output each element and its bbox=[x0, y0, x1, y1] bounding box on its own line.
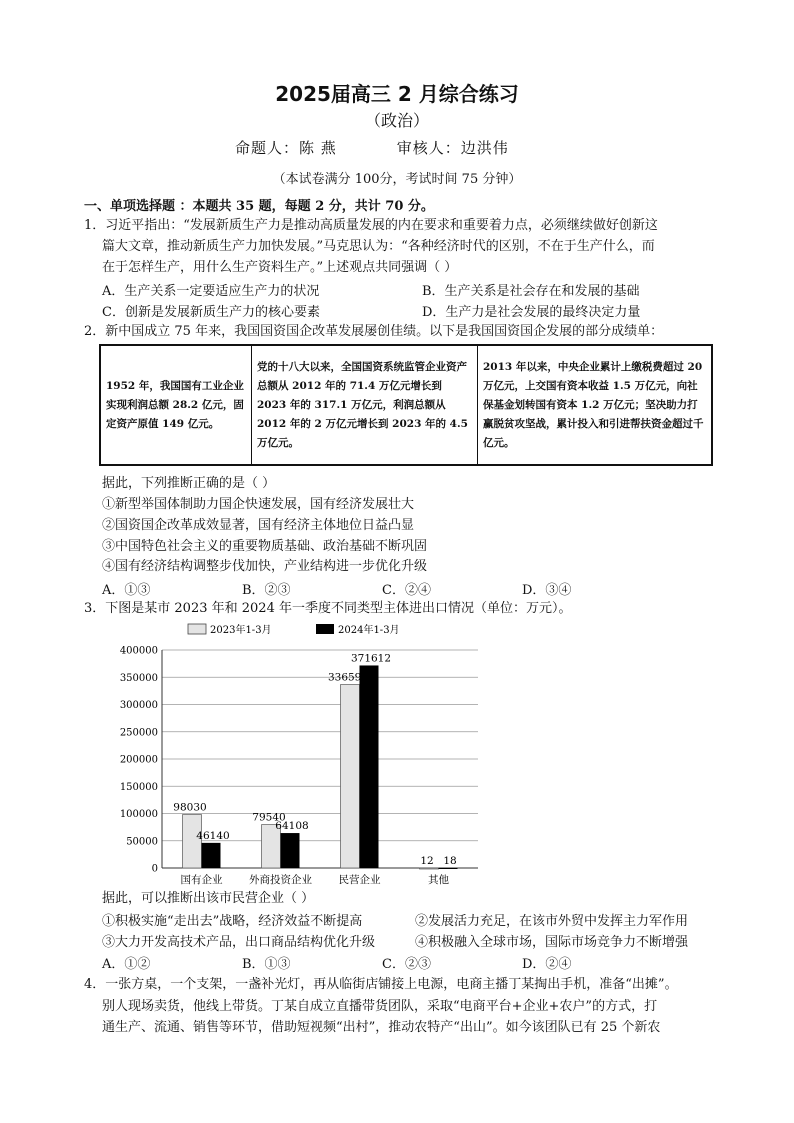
data-label: 336591 bbox=[327, 671, 369, 684]
data-label: 98030 bbox=[173, 801, 207, 814]
achievement-table bbox=[99, 344, 713, 466]
y-tick-label: 150000 bbox=[119, 781, 158, 793]
q1-line-2: 篇大文章，推动新质生产力加快发展。”马克思认为：“各种经济时代的区别，不在于生产什么，而 bbox=[102, 239, 655, 254]
data-label: 64108 bbox=[275, 820, 309, 833]
y-tick-label: 350000 bbox=[119, 672, 158, 684]
table-cell-1952: 1952 年，我国国有工业企业实现利润总额 28.2 亿元，固定资产原值 149 亿元。 bbox=[100, 345, 252, 465]
subject-label: （政治） bbox=[364, 111, 429, 130]
authors-line bbox=[235, 137, 509, 158]
bar-2024 bbox=[202, 843, 221, 868]
y-tick-label: 300000 bbox=[119, 700, 158, 711]
x-tick-label: 其他 bbox=[428, 874, 449, 886]
q1-option-a[interactable]: A．生产关系一定要适应生产力的状况 bbox=[102, 284, 320, 299]
table-cell-since-18th-congress: 党的十八大以来，全国国资系统监管企业资产总额从 2012 年的 71.4 万亿元增长到 2023 年的 317.1 万亿元，利润总额从 2012 年的 2 万亿元增长到 2023 年的 4.5 万亿元。 bbox=[252, 345, 478, 465]
q2-item-4: ④国有经济结构调整步伐加快，产业结构进一步优化升级 bbox=[102, 559, 428, 574]
x-tick-label: 外商投资企业 bbox=[249, 874, 312, 886]
q1-option-d[interactable]: D．生产力是社会发展的最终决定力量 bbox=[422, 305, 641, 320]
chart-y-ticks bbox=[120, 646, 158, 875]
q3-option-a[interactable]: A．①② bbox=[102, 957, 151, 972]
q2-item-1: ①新型举国体制助力国企快速发展，国有经济发展壮大 bbox=[102, 497, 415, 512]
q3-option-d[interactable]: D．②④ bbox=[522, 957, 572, 972]
chart-x-ticks bbox=[181, 873, 450, 886]
data-label: 12 bbox=[420, 854, 434, 867]
q1-option-b[interactable]: B．生产关系是社会存在和发展的基础 bbox=[422, 284, 640, 299]
y-tick-label: 50000 bbox=[126, 836, 158, 848]
q4-line-2: 别人现场卖货，他线上带货。丁某自成立直播带货团队，采取“电商平台+企业+农户”的方式，打 bbox=[102, 999, 658, 1014]
page-title: 2025届高三 2 月综合练习 bbox=[275, 82, 519, 106]
q3-item-2: ②发展活力充足，在该市外贸中发挥主力军作用 bbox=[415, 914, 689, 929]
y-tick-label: 250000 bbox=[119, 727, 158, 739]
q3-option-c[interactable]: C．②③ bbox=[382, 957, 431, 972]
q3-stem: 3．下图是某市 2023 年和 2024 年一季度不同类型主体进出口情况（单位：万元）。 bbox=[84, 601, 572, 616]
bar-2023 bbox=[341, 685, 360, 868]
q2-item-2: ②国资国企改革成效显著，国有经济主体地位日益凸显 bbox=[102, 518, 415, 533]
q2-option-c[interactable]: C．②④ bbox=[382, 583, 431, 598]
data-label: 79540 bbox=[252, 811, 286, 824]
y-tick-label: 200000 bbox=[119, 754, 158, 766]
x-tick-label: 民营企业 bbox=[338, 874, 381, 886]
section-heading: 一、单项选择题 ：本题共 35 题，每题 2 分，共计 70 分。 bbox=[84, 199, 434, 214]
trade-bar-chart bbox=[96, 618, 496, 890]
reviewer-label: 审核人：边洪伟 bbox=[396, 139, 509, 157]
legend-label-2023: 2023年1-3月 bbox=[210, 625, 272, 636]
exam-note: （本试卷满分 100分，考试时间 75 分钟） bbox=[272, 172, 522, 187]
q2-stem: 2．新中国成立 75 年来，我国国资国企改革发展屡创佳绩。以下是我国国资国企发展的部分成绩单： bbox=[84, 324, 664, 339]
chart-legend bbox=[188, 623, 400, 636]
q3-item-3: ③大力开发高技术产品，出口商品结构优化升级 bbox=[102, 935, 376, 950]
q2-item-3: ③中国特色社会主义的重要物质基础、政治基础不断巩固 bbox=[102, 539, 428, 554]
bar-2024 bbox=[360, 665, 379, 868]
q3-option-b[interactable]: B．①③ bbox=[242, 957, 291, 972]
q3-question: 据此，可以推断出该市民营企业（ ） bbox=[102, 891, 315, 906]
q1-line-3: 在于怎样生产，用什么生产资料生产。”上述观点共同强调（ ） bbox=[102, 260, 458, 275]
table-cell-since-2013: 2013 年以来，中央企业累计上缴税费超过 20 万亿元，上交国有资本收益 1.5 万亿元，向社保基金划转国有资本 1.2 万亿元；坚决助力打赢脱贫攻坚战，累计投入和引进帮扶资金超过千亿元。 bbox=[478, 345, 713, 465]
data-label: 18 bbox=[443, 854, 457, 867]
bar-2024 bbox=[439, 868, 458, 869]
q4-line-1: 4．一张方桌，一个支架，一盏补光灯，再从临街店铺接上电源，电商主播丁某掏出手机，准备“出摊”。 bbox=[84, 977, 678, 992]
q3-item-4: ④积极融入全球市场，国际市场竞争力不断增强 bbox=[415, 935, 689, 950]
q1-line-1: 1．习近平指出：“发展新质生产力是推动高质量发展的内在要求和重要着力点，必须继续做好创新这 bbox=[84, 218, 658, 233]
y-tick-label: 400000 bbox=[119, 645, 158, 657]
bar-2023 bbox=[420, 868, 439, 869]
q3-item-1: ①积极实施“走出去”战略，经济效益不断提高 bbox=[102, 914, 363, 929]
legend-swatch-2024 bbox=[316, 624, 334, 634]
y-tick-label: 100000 bbox=[119, 809, 158, 820]
chart-data-labels bbox=[173, 652, 456, 867]
q4-line-3: 通生产、流通、销售等环节，借助短视频“出村”，推动农特产“出山”。如今该团队已有 25 个新农 bbox=[102, 1020, 661, 1035]
x-tick-label: 国有企业 bbox=[180, 874, 223, 886]
bar-2024 bbox=[281, 833, 300, 868]
y-tick-label: 0 bbox=[151, 863, 158, 875]
q2-option-d[interactable]: D．③④ bbox=[522, 583, 572, 598]
legend-swatch-2023 bbox=[188, 624, 206, 634]
legend-label-2024: 2024年1-3月 bbox=[338, 625, 400, 636]
q2-option-a[interactable]: A．①③ bbox=[102, 583, 151, 598]
q1-option-c[interactable]: C．创新是发展新质生产力的核心要素 bbox=[102, 305, 320, 320]
q2-option-b[interactable]: B．②③ bbox=[242, 583, 291, 598]
data-label: 371612 bbox=[350, 652, 392, 665]
data-label: 46140 bbox=[196, 829, 230, 842]
setter-label: 命题人：陈 燕 bbox=[235, 139, 337, 157]
q2-question: 据此，下列推断正确的是（ ） bbox=[102, 476, 276, 491]
